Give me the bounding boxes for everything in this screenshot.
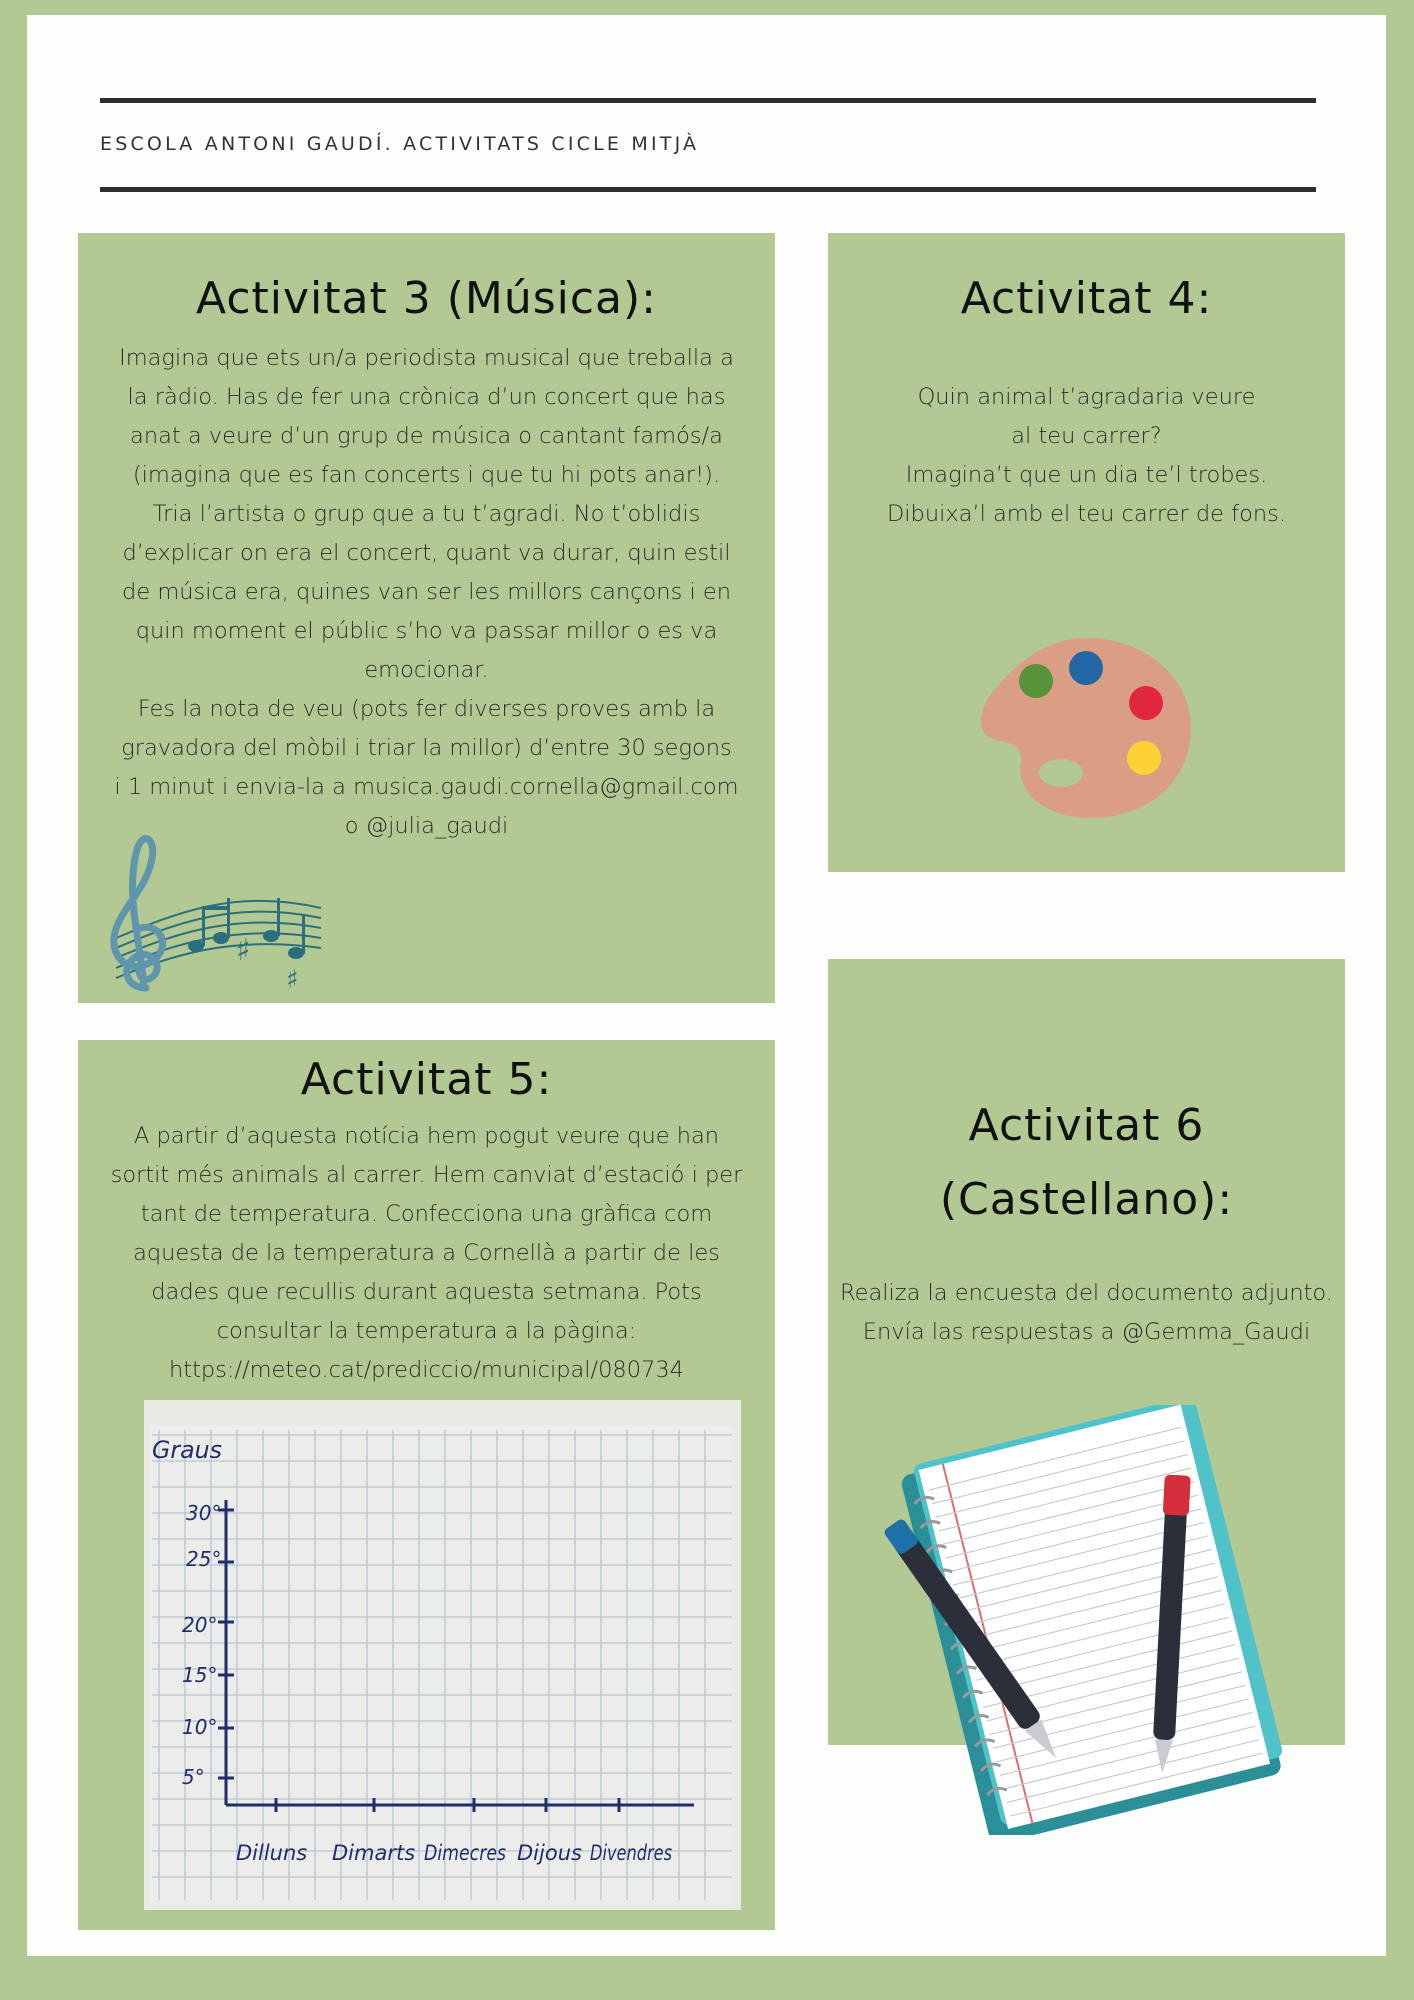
- paint-palette-icon: [976, 633, 1196, 823]
- x-day-label: Dilluns: [236, 1841, 308, 1865]
- header-top-rule: [100, 98, 1316, 103]
- graph-ylabel: Graus: [152, 1436, 222, 1464]
- text-line: Dibuixa’l amb el teu carrer de fons.: [886, 501, 1286, 527]
- text-line: Quin animal t’agradaria veure: [917, 384, 1256, 410]
- activity-6-text: [834, 1274, 1339, 1352]
- activity-4-title: Activitat 4:: [960, 273, 1213, 324]
- activity-3-card: [78, 233, 775, 1003]
- x-day-label: Divendres: [590, 1841, 673, 1865]
- svg-text:♯: ♯: [286, 965, 299, 995]
- text-line: d’explicar on era el concert, quant va durar, quin estil: [122, 540, 731, 566]
- y-tick-label: 10°: [182, 1715, 218, 1739]
- text-line: Envía las respuestas a @Gemma_Gaudi: [862, 1319, 1311, 1345]
- music-notes-icon: [96, 818, 326, 996]
- activity-6-title: [828, 1089, 1345, 1237]
- text-line: la ràdio. Has de fer una crònica d’un concert que has: [127, 384, 726, 410]
- temperature-graph-photo: [144, 1400, 741, 1910]
- activity-5-text: [100, 1117, 753, 1390]
- page-header: ESCOLA ANTONI GAUDÍ. ACTIVITATS CICLE MITJÀ: [100, 133, 700, 155]
- text-line: A partir d’aquesta notícia hem pogut veure que han: [133, 1123, 720, 1149]
- text-line: Fes la nota de veu (pots fer diverses proves amb la: [137, 696, 716, 722]
- text-line: tant de temperatura. Confecciona una gràfica com: [140, 1201, 713, 1227]
- text-line: consultar la temperatura a la pàgina:: [216, 1318, 637, 1344]
- text-line: Realiza la encuesta del documento adjunto.: [840, 1280, 1333, 1306]
- header-bottom-rule: [100, 187, 1316, 192]
- title-line: Activitat 6: [968, 1100, 1205, 1151]
- text-line: Imagina que ets un/a periodista musical que treballa a: [119, 345, 734, 371]
- text-line: emocionar.: [364, 657, 489, 683]
- x-day-label: Dijous: [517, 1841, 582, 1865]
- activity-5-title: Activitat 5:: [300, 1054, 553, 1105]
- text-line: quin moment el públic s’ho va passar millor o es va: [135, 618, 718, 644]
- y-tick-label: 20°: [182, 1613, 218, 1637]
- text-line: o @julia_gaudi: [344, 813, 509, 839]
- notebook-pens-icon: [870, 1405, 1310, 1835]
- text-line: Tria l’artista o grup que a tu t’agradi. No t’oblidis: [152, 501, 701, 527]
- x-day-label: Dimarts: [332, 1841, 416, 1865]
- text-line: (imagina que es fan concerts i que tu hi pots anar!).: [132, 462, 721, 488]
- y-tick-label: 25°: [186, 1547, 222, 1571]
- text-line: Imagina’t que un dia te’l trobes.: [905, 462, 1268, 488]
- activity-4-card: [828, 233, 1345, 872]
- text-line: sortit més animals al carrer. Hem canviat d’estació i per: [110, 1162, 743, 1188]
- y-tick-label: 30°: [186, 1501, 222, 1525]
- activity-4-text: [848, 378, 1325, 534]
- meteo-link[interactable]: https://meteo.cat/prediccio/municipal/080734: [168, 1357, 685, 1383]
- text-line: al teu carrer?: [1011, 423, 1162, 449]
- y-tick-label: 5°: [182, 1765, 205, 1789]
- text-line: de música era, quines van ser les millors cançons i en: [122, 579, 731, 605]
- activity-5-card: [78, 1040, 775, 1930]
- text-line: dades que recullis durant aquesta setmana. Pots: [151, 1279, 702, 1305]
- text-line: gravadora del mòbil i triar la millor) d’entre 30 segons: [121, 735, 732, 761]
- text-line: aquesta de la temperatura a Cornellà a partir de les: [133, 1240, 720, 1266]
- title-line: (Castellano):: [939, 1174, 1234, 1225]
- email-link[interactable]: i 1 minut i envia-la a musica.gaudi.cornella@gmail.com: [114, 774, 739, 800]
- y-tick-label: 15°: [182, 1663, 218, 1687]
- activity-3-text: [104, 339, 749, 846]
- text-line: anat a veure d’un grup de música o cantant famós/a: [130, 423, 723, 449]
- x-day-label: Dimecres: [424, 1841, 507, 1865]
- svg-text:♯: ♯: [236, 933, 251, 968]
- activity-3-title: Activitat 3 (Música):: [196, 273, 657, 324]
